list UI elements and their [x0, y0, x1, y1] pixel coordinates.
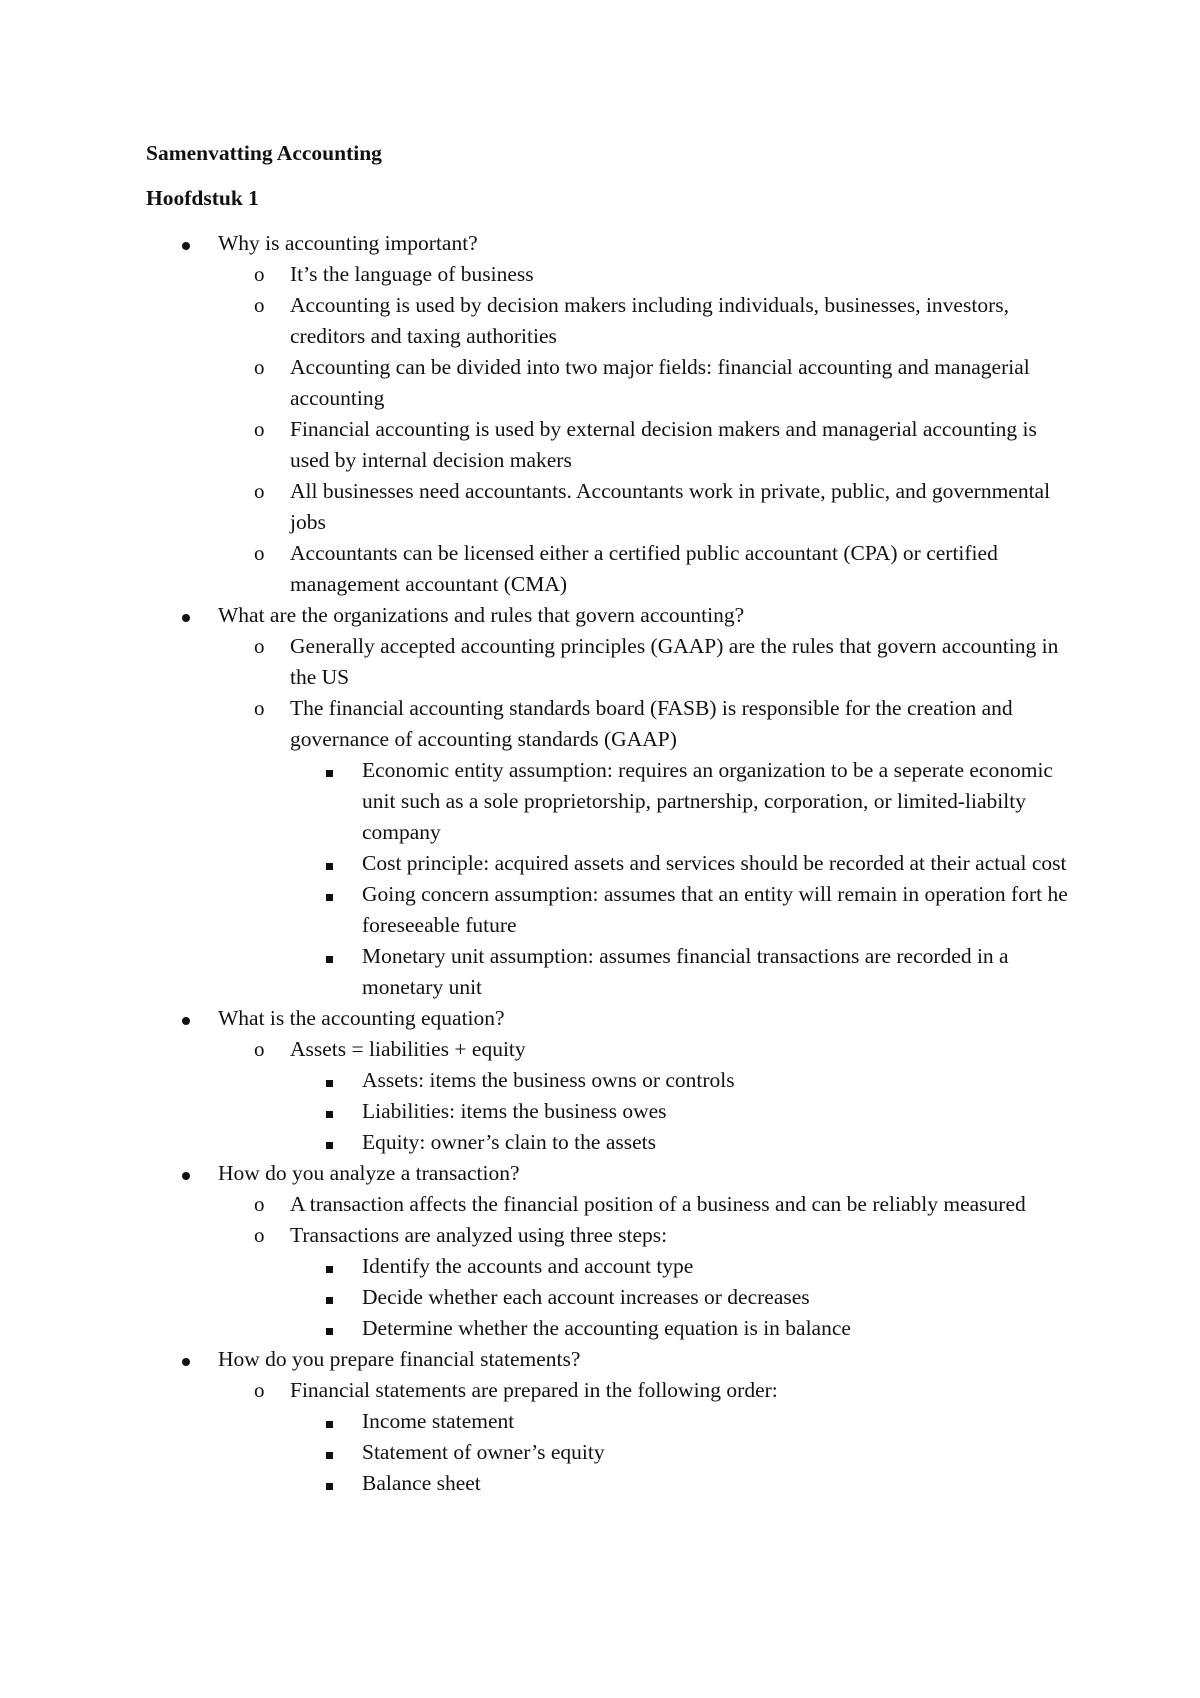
bullet-square-icon — [326, 1065, 346, 1096]
bullet-square-icon — [326, 1437, 346, 1468]
subpoint-item — [290, 1096, 1076, 1127]
bullet-circle-icon: o — [254, 1192, 265, 1216]
point-item — [218, 1034, 1076, 1158]
subpoint-item — [290, 879, 1076, 941]
point-item — [218, 290, 1076, 352]
question-text: How do you prepare financial statements? — [218, 1347, 581, 1371]
question-item — [146, 1344, 1076, 1499]
subpoint-item — [290, 1282, 1076, 1313]
outline-list — [146, 228, 1076, 1499]
bullet-dot-icon — [182, 1344, 202, 1375]
subpoint-item — [290, 1065, 1076, 1096]
bullet-square-icon — [326, 1251, 346, 1282]
question-item — [146, 228, 1076, 600]
bullet-circle-icon: o — [254, 541, 265, 565]
bullet-square-icon — [326, 1406, 346, 1437]
point-list — [218, 631, 1076, 1003]
bullet-circle-icon: o — [254, 1378, 265, 1402]
point-item — [218, 631, 1076, 693]
point-list — [218, 1034, 1076, 1158]
subpoint-item — [290, 755, 1076, 848]
bullet-circle-icon: o — [254, 479, 265, 503]
subpoint-text: Cost principle: acquired assets and services should be recorded at their actual cost — [362, 851, 1067, 875]
point-text: Accounting can be divided into two major fields: financial accounting and managerial accounting — [290, 355, 1030, 410]
subpoint-item — [290, 1251, 1076, 1282]
bullet-square-icon — [326, 941, 346, 972]
question-item — [146, 600, 1076, 1003]
subpoint-text: Statement of owner’s equity — [362, 1440, 605, 1464]
point-text: Financial accounting is used by external decision makers and managerial accounting is used by internal decision makers — [290, 417, 1037, 472]
subpoint-text: Determine whether the accounting equation is in balance — [362, 1316, 851, 1340]
point-text: All businesses need accountants. Accountants work in private, public, and governmental jobs — [290, 479, 1051, 534]
subpoint-item — [290, 1406, 1076, 1437]
bullet-dot-icon — [182, 1003, 202, 1034]
point-item — [218, 1220, 1076, 1344]
bullet-circle-icon: o — [254, 696, 265, 720]
subpoint-text: Equity: owner’s clain to the assets — [362, 1130, 656, 1154]
subpoint-item — [290, 1313, 1076, 1344]
bullet-dot-icon — [182, 1158, 202, 1189]
point-list — [218, 259, 1076, 600]
point-item — [218, 693, 1076, 1003]
bullet-circle-icon: o — [254, 1037, 265, 1061]
bullet-dot-icon — [182, 228, 202, 259]
bullet-square-icon — [326, 848, 346, 879]
question-text: Why is accounting important? — [218, 231, 478, 255]
bullet-circle-icon: o — [254, 634, 265, 658]
bullet-dot-icon — [182, 600, 202, 631]
bullet-square-icon — [326, 755, 346, 786]
subpoint-list — [290, 1406, 1076, 1499]
question-text: What are the organizations and rules that govern accounting? — [218, 603, 745, 627]
bullet-circle-icon: o — [254, 262, 265, 286]
subpoint-list — [290, 1065, 1076, 1158]
subpoint-text: Assets: items the business owns or controls — [362, 1068, 735, 1092]
subpoint-text: Decide whether each account increases or decreases — [362, 1285, 810, 1309]
point-text: Generally accepted accounting principles (GAAP) are the rules that govern accounting in the US — [290, 634, 1059, 689]
subpoint-text: Income statement — [362, 1409, 515, 1433]
question-item — [146, 1003, 1076, 1158]
subpoint-list — [290, 1251, 1076, 1344]
question-item — [146, 1158, 1076, 1344]
question-text: How do you analyze a transaction? — [218, 1161, 520, 1185]
point-item — [218, 352, 1076, 414]
bullet-square-icon — [326, 1468, 346, 1499]
bullet-square-icon — [326, 1127, 346, 1158]
point-item — [218, 476, 1076, 538]
point-item — [218, 1375, 1076, 1499]
point-text: The financial accounting standards board (FASB) is responsible for the creation and governance of accounting standards (GAAP) — [290, 696, 1013, 751]
subpoint-item — [290, 1437, 1076, 1468]
subpoint-list — [290, 755, 1076, 1003]
point-list — [218, 1189, 1076, 1344]
point-text: Assets = liabilities + equity — [290, 1037, 526, 1061]
point-item — [218, 259, 1076, 290]
subpoint-item — [290, 848, 1076, 879]
subpoint-text: Economic entity assumption: requires an organization to be a seperate economic unit such as a sole proprietorship, partnership, corporation, or limited-liabilty company — [362, 758, 1053, 844]
point-item — [218, 538, 1076, 600]
subpoint-item — [290, 941, 1076, 1003]
point-text: Financial statements are prepared in the following order: — [290, 1378, 778, 1402]
point-text: Accounting is used by decision makers including individuals, businesses, investors, creditors and taxing authorities — [290, 293, 1009, 348]
document-page — [146, 138, 1076, 1499]
subpoint-text: Monetary unit assumption: assumes financial transactions are recorded in a monetary unit — [362, 944, 1009, 999]
bullet-square-icon — [326, 879, 346, 910]
bullet-square-icon — [326, 1313, 346, 1344]
document-title: Samenvatting Accounting — [146, 141, 382, 165]
point-text: Accountants can be licensed either a certified public accountant (CPA) or certified management accountant (CMA) — [290, 541, 998, 596]
point-text: Transactions are analyzed using three steps: — [290, 1223, 668, 1247]
point-item — [218, 1189, 1076, 1220]
bullet-circle-icon: o — [254, 293, 265, 317]
bullet-circle-icon: o — [254, 355, 265, 379]
bullet-circle-icon: o — [254, 417, 265, 441]
subpoint-text: Identify the accounts and account type — [362, 1254, 694, 1278]
question-text: What is the accounting equation? — [218, 1006, 505, 1030]
chapter-heading: Hoofdstuk 1 — [146, 186, 259, 210]
bullet-circle-icon: o — [254, 1223, 265, 1247]
point-item — [218, 414, 1076, 476]
subpoint-item — [290, 1127, 1076, 1158]
subpoint-text: Going concern assumption: assumes that an entity will remain in operation fort he foreseeable future — [362, 882, 1068, 937]
point-text: It’s the language of business — [290, 262, 534, 286]
bullet-square-icon — [326, 1096, 346, 1127]
subpoint-text: Liabilities: items the business owes — [362, 1099, 667, 1123]
bullet-square-icon — [326, 1282, 346, 1313]
point-list — [218, 1375, 1076, 1499]
subpoint-text: Balance sheet — [362, 1471, 481, 1495]
point-text: A transaction affects the financial position of a business and can be reliably measured — [290, 1192, 1026, 1216]
subpoint-item — [290, 1468, 1076, 1499]
